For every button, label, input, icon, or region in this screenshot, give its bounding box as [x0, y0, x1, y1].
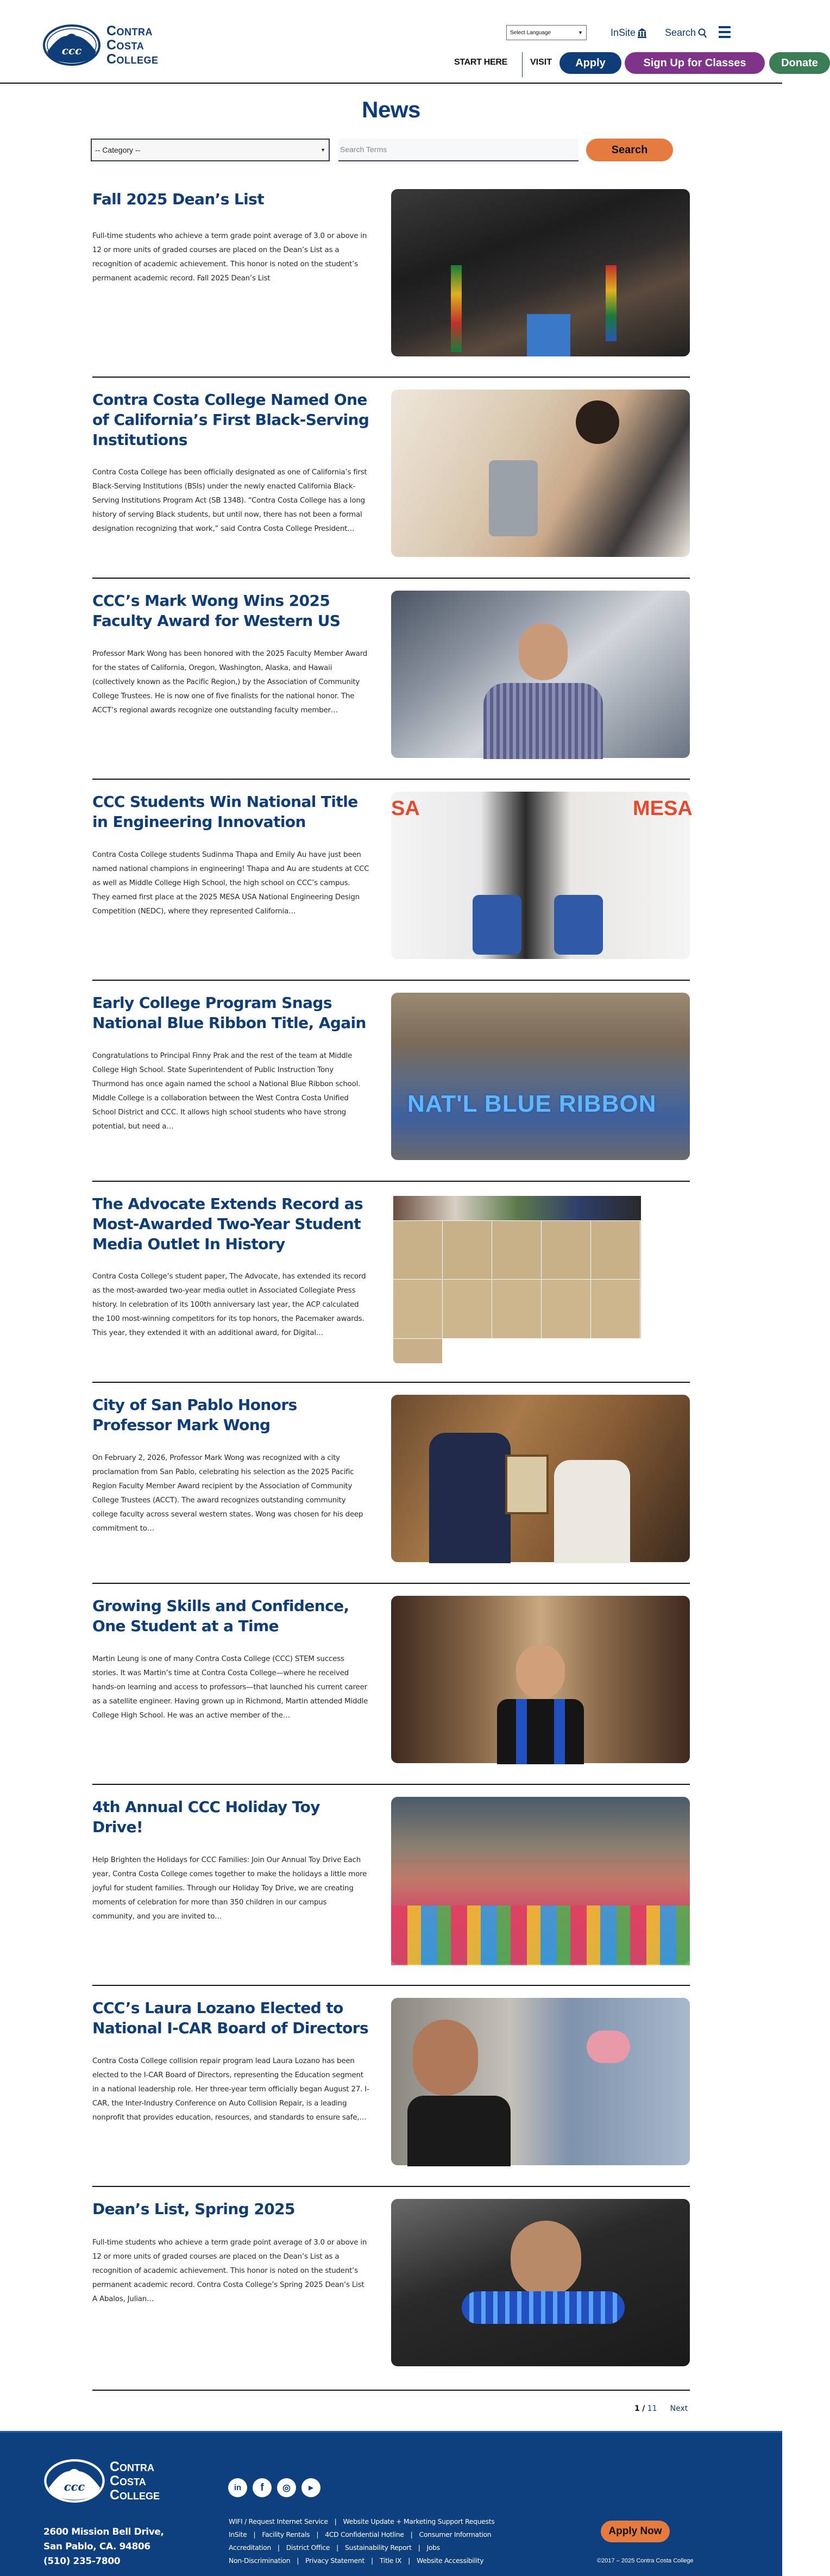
current-page: 1: [634, 2404, 640, 2413]
apply-button[interactable]: Apply: [559, 52, 621, 74]
footer-link-accessibility[interactable]: Website Accessibility: [417, 2556, 484, 2565]
link-separator: |: [277, 2543, 280, 2552]
ccc-emblem-icon: [43, 2459, 105, 2503]
news-excerpt: Help Brighten the Holidays for CCC Families: Join Our Annual Toy Drive Each year, Contra Costa College comes together to make the holidays a little more joyful for student families. Through our Holiday Toy Drive, we are creating moments of celebration for more than 350 children in our campus community, and you are invited to…: [92, 1856, 367, 1921]
nav-start-here[interactable]: START HERE: [454, 58, 508, 67]
last-page-link[interactable]: 11: [647, 2404, 657, 2413]
news-title-link[interactable]: Early College Program Snags National Blue Ribbon Title, Again: [92, 994, 366, 1032]
logo-wordmark: [106, 24, 159, 66]
footer-links: [229, 2515, 494, 2567]
instagram-icon[interactable]: ◎: [277, 2478, 296, 2497]
copyright: ©2017 – 2025 Contra Costa College: [597, 2558, 694, 2564]
search-label: Search: [665, 27, 696, 38]
footer-links-row: [229, 2541, 494, 2554]
news-title-link[interactable]: 4th Annual CCC Holiday Toy Drive!: [92, 1798, 320, 1836]
news-image-spring-deans-list[interactable]: [391, 2199, 690, 2366]
facebook-icon[interactable]: f: [253, 2478, 272, 2497]
logo-line-3: College: [106, 52, 159, 67]
news-divider: [92, 779, 690, 780]
news-image-microscope[interactable]: [391, 390, 690, 557]
category-select-value: -- Category --: [95, 146, 141, 154]
news-divider: [92, 1181, 690, 1182]
search-terms-input[interactable]: [338, 139, 579, 161]
social-links: [228, 2478, 320, 2497]
news-title-link[interactable]: Fall 2025 Dean’s List: [92, 190, 265, 208]
news-image-toy-drive[interactable]: [391, 1797, 690, 1964]
news-image-proclamation[interactable]: [391, 1395, 690, 1562]
news-divider: [92, 1985, 690, 1986]
news-title-link[interactable]: The Advocate Extends Record as Most-Awarded Two-Year Student Media Outlet In History: [92, 1195, 363, 1253]
news-excerpt: Contra Costa College students Sudinma Thapa and Emily Au have just been named national champions in engineering! Thapa and Au are students at CCC as well as Middle College High School, the high school on CCC’s campus. They earned first place at the 2025 MESA USA National Engineering Design Competition (NEDC), where they represented California…: [92, 851, 369, 916]
news-divider: [92, 2186, 690, 2187]
news-excerpt: Full-time students who achieve a term grade point average of 3.0 or above in 12 or more units of graded courses are placed on the Dean’s List as a recognition of academic achievement. This honor is noted on the student’s permanent academic record. Contra Costa College’s Spring 2025 Dean’s List A Abalos, Julian…: [92, 2239, 367, 2303]
link-separator: |: [316, 2530, 319, 2539]
link-separator: |: [410, 2530, 413, 2539]
link-separator: |: [408, 2556, 411, 2565]
search-link[interactable]: [665, 27, 707, 39]
news-filter-bar: [91, 139, 677, 161]
chevron-down-icon: ▼: [320, 147, 325, 153]
building-columns-icon: [638, 28, 646, 38]
news-excerpt: Congratulations to Principal Finny Prak and the rest of the team at Middle College High School. State Superintendent of Public Instruction Tony Thurmond has once again named the school a National Blue Ribbon school. Middle College is a collaboration between the West Contra Costa Unified School District and CCC. It allows high school students who have strong potential, but need a…: [92, 1052, 361, 1131]
next-page-link[interactable]: Next: [670, 2404, 688, 2413]
footer-link-facility-rentals[interactable]: Facility Rentals: [262, 2530, 310, 2539]
news-excerpt: Professor Mark Wong has been honored with the 2025 Faculty Member Award for the states of California, Oregon, Washington, Alaska, and Hawaii (collectively known as the Pacific Region,) by the Association of Community College Trustees. He is now one of five finalists for the national honor. The ACCT’s regional awards recognize one outstanding faculty member…: [92, 650, 368, 714]
pagination-status: [634, 2404, 657, 2413]
news-title-link[interactable]: Dean’s List, Spring 2025: [92, 2200, 295, 2218]
news-image-laura-lozano[interactable]: [391, 1998, 690, 2165]
news-excerpt: Contra Costa College collision repair program lead Laura Lozano has been elected to the I-CAR Board of Directors, representing the Education segment in a national leadership role. Her three-year term officially began August 27. I-CAR, the Inter-Industry Conference on Auto Collision Repair, is a leading nonprofit that provides education, resources, and standards to ensure safe,…: [92, 2057, 369, 2122]
hamburger-menu-icon[interactable]: [719, 26, 731, 38]
page-separator: /: [642, 2404, 645, 2413]
news-title-link[interactable]: CCC’s Mark Wong Wins 2025 Faculty Award for Western US: [92, 592, 341, 630]
footer-logo-wordmark: [110, 2460, 160, 2502]
site-header: [0, 0, 818, 84]
nav-visit[interactable]: VISIT: [530, 58, 552, 67]
search-button[interactable]: Search: [586, 139, 673, 161]
insite-label: InSite: [611, 27, 636, 38]
ccc-emblem-icon: [42, 24, 101, 66]
insite-link[interactable]: [611, 27, 646, 39]
donate-button[interactable]: Donate: [769, 52, 830, 74]
chevron-down-icon: ▼: [578, 30, 583, 35]
news-title-link[interactable]: Contra Costa College Named One of California’s First Black-Serving Institutions: [92, 391, 369, 449]
address-city: San Pablo, CA. 94806: [43, 2541, 150, 2552]
news-title-link[interactable]: Growing Skills and Confidence, One Student at a Time: [92, 1597, 349, 1635]
news-title-link[interactable]: CCC Students Win National Title in Engineering Innovation: [92, 793, 358, 831]
footer-logo-line-3: College: [110, 2487, 160, 2503]
link-separator: |: [334, 2517, 337, 2525]
news-divider: [92, 1583, 690, 1584]
news-divider: [92, 1784, 690, 1785]
main-nav: [337, 52, 818, 74]
link-separator: |: [371, 2556, 373, 2565]
footer-link-consumer-info[interactable]: Consumer Information: [419, 2530, 492, 2539]
news-image-martin-leung[interactable]: [391, 1596, 690, 1763]
news-title-link[interactable]: City of San Pablo Honors Professor Mark Wong: [92, 1396, 297, 1434]
pagination: [634, 2404, 688, 2413]
news-divider: [92, 377, 690, 378]
footer-links-row: [229, 2515, 494, 2528]
search-icon: [698, 28, 707, 38]
link-separator: |: [336, 2543, 338, 2552]
language-select[interactable]: [506, 25, 587, 40]
footer-link-title-ix[interactable]: Title IX: [379, 2556, 402, 2565]
footer-link-non-discrimination[interactable]: Non-Discrimination: [229, 2556, 291, 2565]
footer-link-wifi[interactable]: WIFI / Request Internet Service: [229, 2517, 328, 2525]
footer-links-row: [229, 2528, 494, 2541]
footer-logo[interactable]: [43, 2459, 160, 2503]
news-divider: [92, 578, 690, 579]
address-street: 2600 Mission Bell Drive,: [43, 2527, 164, 2537]
svg-text:ccc: ccc: [64, 2479, 85, 2493]
link-separator: |: [418, 2543, 420, 2552]
footer-link-district-office[interactable]: District Office: [286, 2543, 330, 2552]
news-excerpt: On February 2, 2026, Professor Mark Wong was recognized with a city proclamation from San Pablo, celebrating his selection as the 2025 Pacific Region Faculty Member Award recipient by the Association of Community College Trustees (ACCT). The award recognizes outstanding community college faculty across several western states. Wong was chosen for his deep commitment to…: [92, 1454, 363, 1533]
footer-links-row: [229, 2554, 494, 2567]
news-image-mesa-winners[interactable]: SA MESA: [391, 792, 690, 959]
footer-address: [43, 2525, 164, 2569]
utility-bar: [500, 24, 782, 41]
footer-link-accreditation[interactable]: Accreditation: [229, 2543, 271, 2552]
news-image-mark-wong[interactable]: [391, 591, 690, 758]
site-footer: [0, 2431, 782, 2576]
news-image-blue-ribbon[interactable]: NAT'L BLUE RIBBON: [391, 993, 690, 1160]
news-image-graduates[interactable]: [391, 189, 690, 356]
news-title-link[interactable]: CCC’s Laura Lozano Elected to National I-CAR Board of Directors: [92, 1999, 369, 2037]
svg-text:ccc: ccc: [61, 44, 82, 57]
news-excerpt: Full-time students who achieve a term grade point average of 3.0 or above in 12 or more units of graded courses are placed on the Dean’s List as a recognition of academic achievement. This honor is noted on the student’s permanent academic record. Fall 2025 Dean’s List: [92, 232, 367, 283]
logo-line-2: Costa: [106, 37, 144, 53]
linkedin-icon[interactable]: in: [228, 2478, 247, 2497]
language-select-value: Select Language: [510, 29, 551, 36]
apply-now-button[interactable]: Apply Now: [601, 2521, 670, 2542]
address-phone[interactable]: (510) 235-7800: [43, 2556, 121, 2567]
pagination-divider: [92, 2390, 690, 2391]
footer-link-insite[interactable]: InSite: [229, 2530, 247, 2539]
footer-logo-line-1: Contra: [110, 2459, 155, 2474]
page-title: News: [362, 97, 420, 122]
nav-divider: [522, 52, 523, 77]
footer-link-privacy[interactable]: Privacy Statement: [305, 2556, 365, 2565]
footer-link-jobs[interactable]: Jobs: [426, 2543, 440, 2552]
link-separator: |: [297, 2556, 299, 2565]
news-excerpt: Contra Costa College has been officially designated as one of California’s first Black-Serving Institutions (BSIs) under the newly enacted California Black-Serving Institutions Program Act (SB 1348). “Contra Costa College has a long history of serving Black students, but until now, there has not been a formal designation recognizing that work,” said Contra Costa College President…: [92, 468, 367, 533]
sign-up-for-classes-button[interactable]: Sign Up for Classes: [625, 52, 765, 74]
logo-line-1: Contra: [106, 23, 153, 39]
news-divider: [92, 980, 690, 981]
news-divider: [92, 1382, 690, 1383]
footer-logo-line-2: Costa: [110, 2473, 146, 2489]
college-logo[interactable]: [42, 24, 159, 66]
footer-link-hotline[interactable]: 4CD Confidential Hotline: [325, 2530, 404, 2539]
category-select[interactable]: [91, 139, 330, 161]
youtube-icon[interactable]: ▶: [301, 2478, 320, 2497]
link-separator: |: [253, 2530, 256, 2539]
footer-link-website-update[interactable]: Website Update + Marketing Support Requests: [343, 2517, 495, 2525]
search-placeholder: Search Terms: [340, 145, 387, 154]
news-image-advocate-staff[interactable]: [393, 1196, 641, 1364]
news-excerpt: Contra Costa College’s student paper, The Advocate, has extended its record as the most-awarded two-year media outlet in Associated Collegiate Press history. In celebration of its 100th anniversary last year, the ACP calculated the 100 most-winning competitors for its top honors, the Pacemaker awards. This year, they extended it with an additional award, for Digital…: [92, 1273, 366, 1337]
footer-link-sustainability[interactable]: Sustainability Report: [344, 2543, 412, 2552]
news-excerpt: Martin Leung is one of many Contra Costa College (CCC) STEM success stories. It was Martin’s time at Contra Costa College—where he received hands-on learning and access to professors—that launched his current career as a satellite engineer. Having grown up in Richmond, Martin attended Middle College High School. He was an active member of the…: [92, 1655, 368, 1720]
